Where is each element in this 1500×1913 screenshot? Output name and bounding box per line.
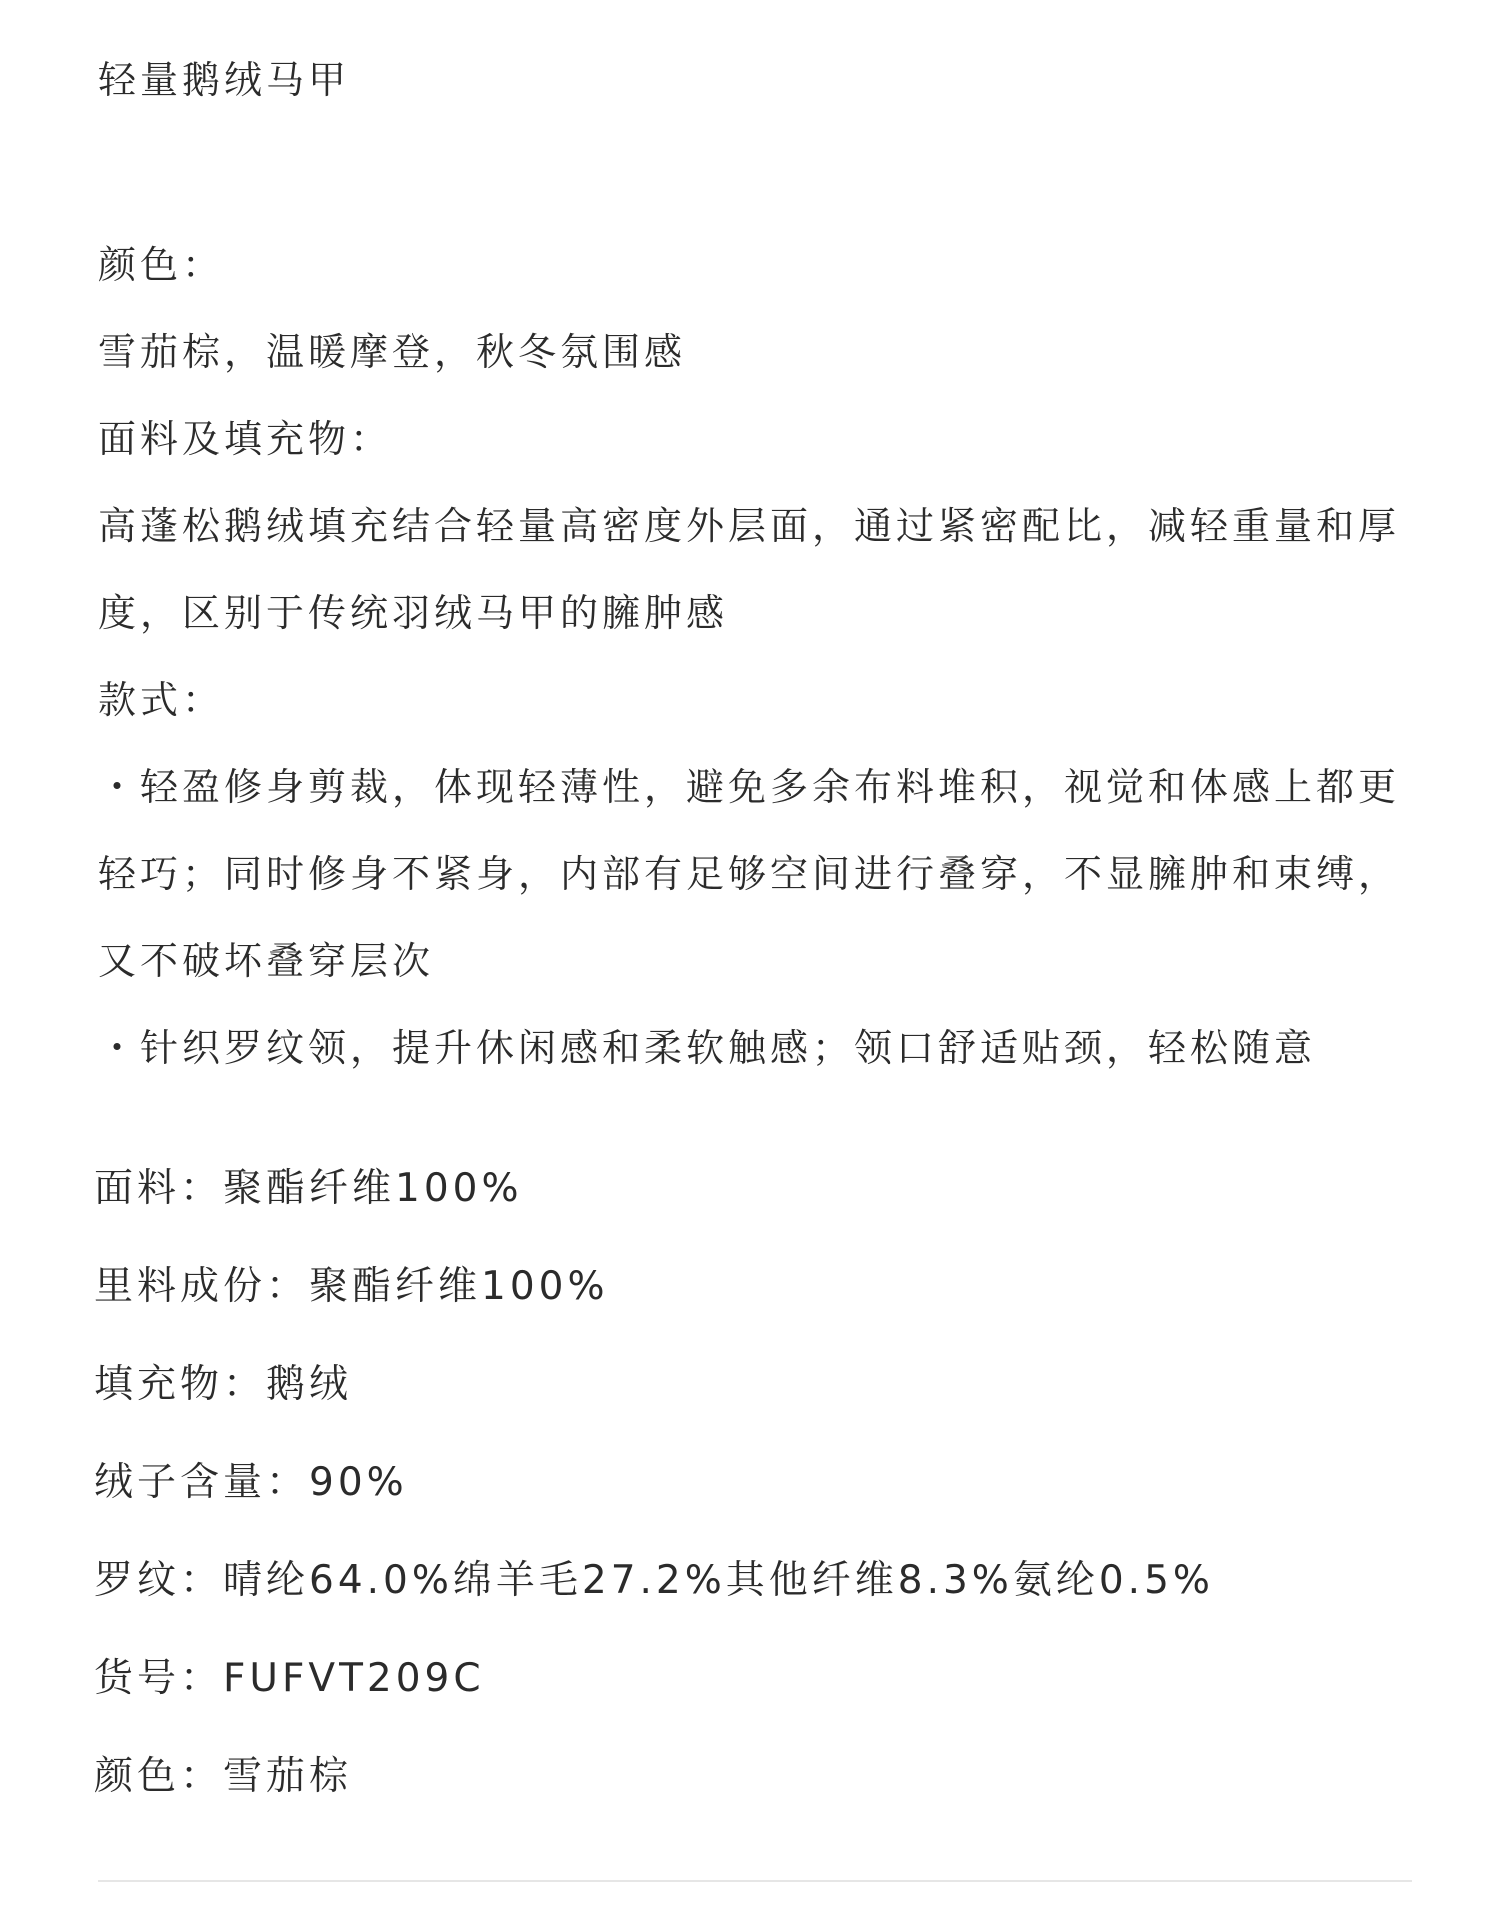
product-specs: [94, 1140, 1414, 1826]
spec-rib: 罗纹：晴纶64.0%绵羊毛27.2%其他纤维8.3%氨纶0.5%: [94, 1558, 1214, 1603]
spec-filling: 填充物：鹅绒: [94, 1362, 353, 1407]
spec-lining: 里料成份：聚酯纤维100%: [94, 1264, 609, 1309]
spec-down-content: 绒子含量：90%: [94, 1460, 408, 1505]
color-heading: 颜色：: [98, 243, 225, 287]
fabric-heading: 面料及填充物：: [98, 417, 393, 461]
product-description: [98, 222, 1418, 1092]
fabric-text: 高蓬松鹅绒填充结合轻量高密度外层面，通过紧密配比，减轻重量和厚度，区别于传统羽绒马甲的臃肿感: [98, 504, 1401, 635]
product-title: 轻量鹅绒马甲: [98, 58, 351, 102]
spec-fabric: 面料：聚酯纤维100%: [94, 1166, 523, 1211]
spec-item-number: 货号：FUFVT209C: [94, 1656, 485, 1701]
style-bullet: ・轻盈修身剪裁，体现轻薄性，避免多余布料堆积，视觉和体感上都更轻巧；同时修身不紧身，内部有足够空间进行叠穿，不显臃肿和束缚，又不破坏叠穿层次: [98, 765, 1401, 983]
style-heading: 款式：: [98, 678, 225, 722]
style-bullet: ・针织罗纹领，提升休闲感和柔软触感；领口舒适贴颈，轻松随意: [98, 1026, 1317, 1070]
divider: [98, 1880, 1412, 1882]
color-text: 雪茄棕，温暖摩登，秋冬氛围感: [98, 330, 687, 374]
spec-color: 颜色：雪茄棕: [94, 1754, 353, 1799]
